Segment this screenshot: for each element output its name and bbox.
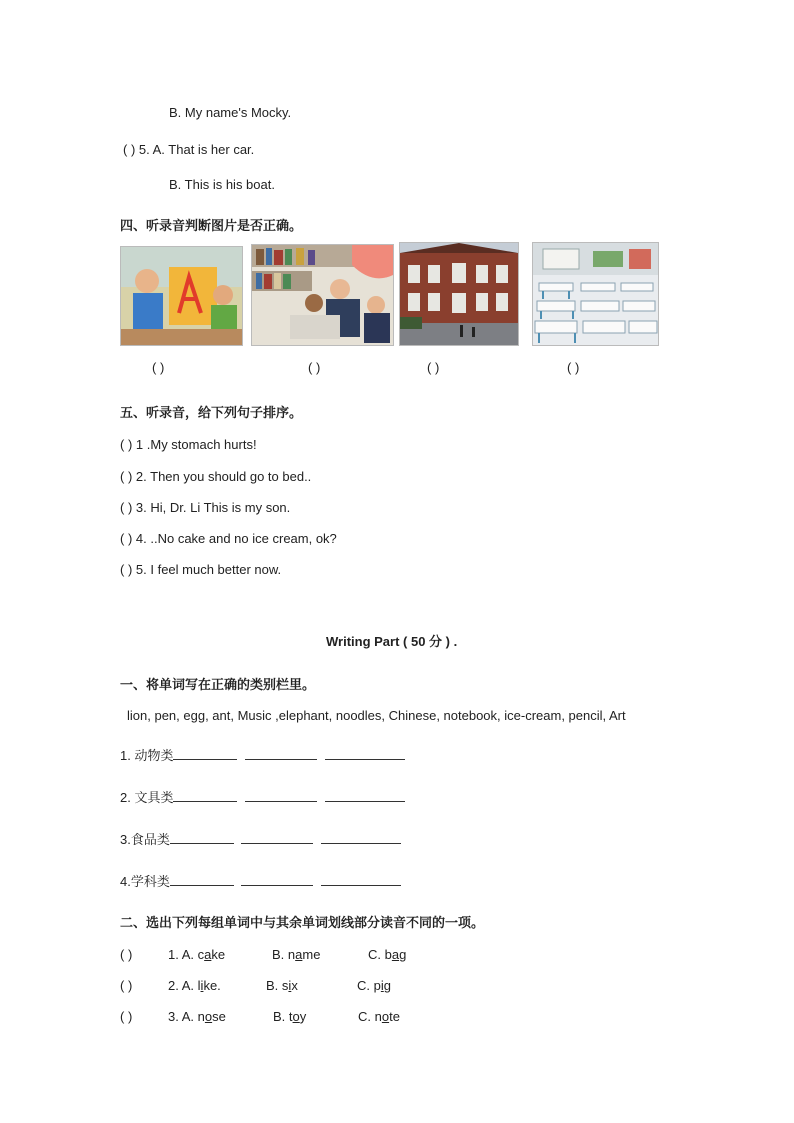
category-row: 2. 文具类 — [120, 787, 405, 806]
phonics-item-paren[interactable]: ( ) — [120, 1009, 133, 1024]
school-building-image — [400, 243, 518, 345]
library-image — [252, 245, 393, 345]
answer-photo-1[interactable]: ( ) — [152, 360, 165, 375]
blank-field[interactable] — [241, 831, 313, 844]
writing1-title: 一、将单词写在正确的类别栏里。 — [120, 677, 316, 692]
answer-photo-2[interactable]: ( ) — [308, 360, 321, 375]
phonics-item-1-a: 1. A. cake — [168, 947, 226, 962]
word-bank: lion, pen, egg, ant, Music ,elephant, noodles, Chinese, notebook, ice-cream, pencil, Art — [127, 708, 626, 723]
blank-field[interactable] — [321, 831, 401, 844]
list-item: ( ) 5. I feel much better now. — [120, 562, 282, 577]
category-row: 3.食品类 — [120, 829, 401, 848]
section4-title: 四、听录音判断图片是否正确。 — [120, 218, 303, 233]
answer-paren[interactable]: ( ) — [120, 469, 133, 484]
blank-field[interactable] — [173, 747, 237, 760]
phonics-item-2-b: B. six — [266, 978, 298, 993]
blank-field[interactable] — [325, 747, 405, 760]
phonics-item-3-b: B. toy — [273, 1009, 307, 1024]
photo-children-art — [120, 246, 243, 346]
phonics-item-2-c: C. pig — [357, 978, 391, 993]
writing-part-title: Writing Part ( 50 分 ) . — [326, 634, 458, 649]
blank-field[interactable] — [170, 873, 234, 886]
answer-paren[interactable]: ( ) — [120, 437, 133, 452]
answer-photo-4[interactable]: ( ) — [567, 360, 580, 375]
blank-field[interactable] — [321, 873, 401, 886]
photo-library — [251, 244, 394, 346]
phonics-item-1-c: C. bag — [368, 947, 407, 962]
blank-field[interactable] — [170, 831, 234, 844]
section5-title: 五、听录音，给下列句子排序。 — [120, 405, 303, 420]
phonics-item-paren[interactable]: ( ) — [120, 947, 133, 962]
phonics-item-1-b: B. name — [272, 947, 321, 962]
answer-paren[interactable]: ( ) — [120, 531, 133, 546]
item-4-option-b: B. My name's Mocky. — [169, 105, 292, 120]
blank-field[interactable] — [245, 789, 317, 802]
classroom-image — [533, 243, 658, 345]
list-item: ( ) 1 .My stomach hurts! — [120, 437, 257, 452]
children-art-image — [121, 247, 242, 345]
item-5: ( ) 5. A. That is her car. — [123, 142, 255, 157]
answer-photo-3[interactable]: ( ) — [427, 360, 440, 375]
category-row: 1. 动物类 — [120, 745, 405, 764]
photo-classroom — [532, 242, 659, 346]
item-5-option-b: B. This is his boat. — [169, 177, 275, 192]
blank-field[interactable] — [173, 789, 237, 802]
photo-school-building — [399, 242, 519, 346]
list-item: ( ) 4. ..No cake and no ice cream, ok? — [120, 531, 337, 546]
phonics-item-3-a: 3. A. nose — [168, 1009, 226, 1024]
list-item: ( ) 2. Then you should go to bed.. — [120, 469, 312, 484]
phonics-item-paren[interactable]: ( ) — [120, 978, 133, 993]
blank-field[interactable] — [325, 789, 405, 802]
writing2-title: 二、选出下列每组单词中与其余单词划线部分读音不同的一项。 — [120, 915, 485, 930]
answer-paren[interactable]: ( ) — [120, 562, 133, 577]
phonics-item-2-a: 2. A. like. — [168, 978, 221, 993]
category-row: 4.学科类 — [120, 871, 401, 890]
blank-field[interactable] — [241, 873, 313, 886]
blank-field[interactable] — [245, 747, 317, 760]
list-item: ( ) 3. Hi, Dr. Li This is my son. — [120, 500, 291, 515]
answer-paren[interactable]: ( ) — [120, 500, 133, 515]
phonics-item-3-c: C. note — [358, 1009, 400, 1024]
